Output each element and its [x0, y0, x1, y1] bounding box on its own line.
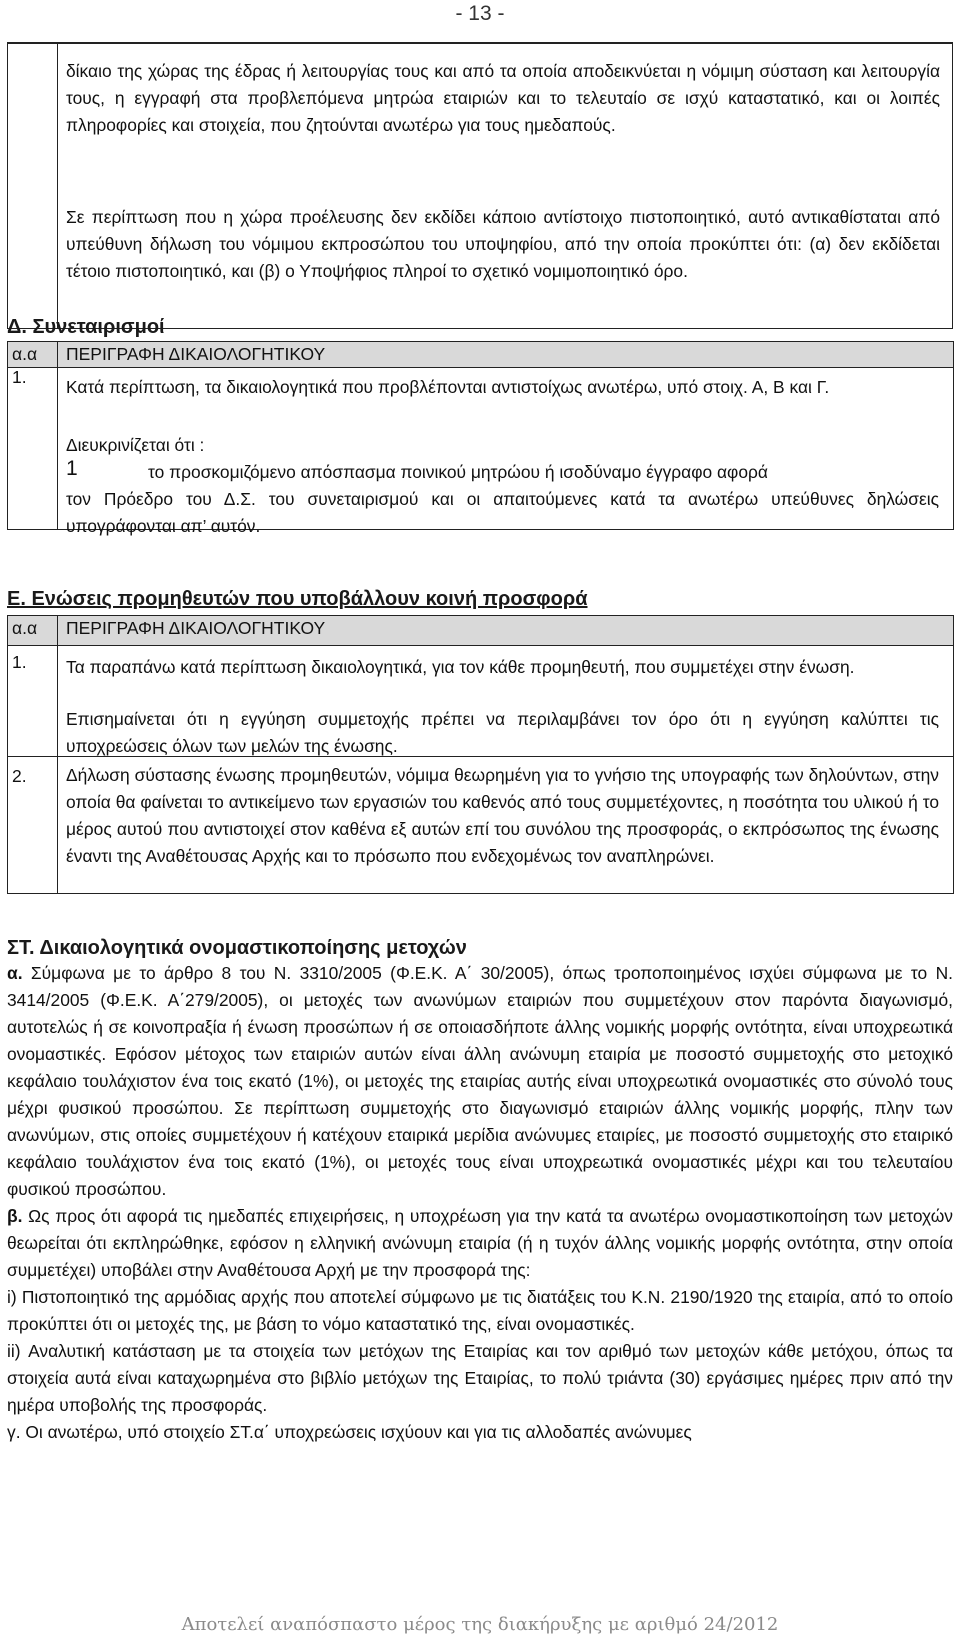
shares-body — [7, 960, 953, 1446]
row-text: Τα παραπάνω κατά περίπτωση δικαιολογητικά, για τον κάθε προμηθευτή, που συμμετέχει στην ένωση. — [66, 657, 855, 677]
text-a: Σύμφωνα με το άρθρο 8 του Ν. 3310/2005 (Φ.Ε.Κ. Α΄ 30/2005), όπως τροποποιημένος ισχύει σύμφωνα με το Ν. 3414/2005 (Φ.Ε.Κ. Α΄279/2005), οι μετοχές των ανωνύμων εταιριών που συμμετέχουν στον παρόντα διαγωνισμό, αυτοτελώς ή σε κοινοπραξία ή ένωση προσώπων ή σε οποιασδήποτε άλλης νομικής μορφής οντότητα, είναι υποχρεωτικά ονομαστικές. Εφόσον μέτοχος των εταιριών αυτών είναι άλλη ανώνυμη εταιρία με ποσοστό συμμετοχής στο μετοχικό κεφάλαιο τουλάχιστον ένα τοις εκατό (1%), οι μετοχές της εταιρίας αυτής είναι υποχρεωτικά ονομαστικές στο σύνολό τους μέχρι φυσικού προσώπου. Σε περίπτωση συμμετοχής στο διαγωνισμό εταιριών άλλης νομικής μορφής, πλην των ανωνύμων, στις οποίες συμμετέχουν ή κατέχουν εταιρικά μερίδια ανώνυμες εταιρίες, με ποσοστό συμμετοχής στο εταιρικό κεφάλαιο τουλάχιστον ένα τοις εκατό (1%), οι μετοχές τους είναι υποχρεωτικά ονομαστικές μέχρι και του τελευταίου φυσικού προσώπου. — [7, 963, 953, 1199]
paragraph-c: γ. Οι ανωτέρω, υπό στοιχείο ΣΤ.α΄ υποχρεώσεις ισχύουν και για τις αλλοδαπές ανώνυμες — [7, 1422, 692, 1442]
continuation-table — [7, 42, 953, 329]
label-b: β. — [7, 1206, 23, 1226]
paragraph-i: i) Πιστοποιητικό της αρμόδιας αρχής που αποτελεί σύμφωνο με τις διατάξεις του Κ.Ν. 2190/1920 της εταιρία, από το οποίο προκύπτει ότι οι μετοχές της, με βάση το νόμο καταστατικό της, είναι ονομαστικές. — [7, 1287, 953, 1334]
table-paragraph: Σε περίπτωση που η χώρα προέλευσης δεν εκδίδει κάποιο αντίστοιχο πιστοποιητικό, αυτό αντικαθίσταται από υπεύθυνη δήλωση του νόμιμου εκπροσώπου του υποψηφίου, από την οποία προκύπτει ότι: (α) δεν εκδίδεται τέτοιο πιστοποιητικό, και (β) ο Υποψήφιος πληροί το σχετικό νομιμοποιητικό όρο. — [66, 207, 940, 281]
header-aa: α.α — [12, 618, 38, 638]
section-heading-shares: ΣΤ. Δικαιολογητικά ονομαστικοποίησης μετοχών — [7, 937, 467, 959]
row-text: Κατά περίπτωση, τα δικαιολογητικά που προβλέπονται αντιστοίχως ανωτέρω, υπό στοιχ. Α, Β και Γ. — [66, 377, 830, 397]
footer: Αποτελεί αναπόσπαστο μέρος της διακήρυξης με αριθμό 24/2012 — [181, 1614, 779, 1635]
table-header-row — [8, 342, 953, 368]
row-number: 2. — [12, 766, 27, 786]
paragraph-a — [7, 960, 953, 1203]
row-number: 1. — [12, 367, 27, 387]
column-divider — [57, 616, 58, 893]
row-text-note: Επισημαίνεται ότι η εγγύηση συμμετοχής πρέπει να περιλαμβάνει τον όρο ότι η εγγύηση καλύπτει τις υποχρεώσεις όλων των μελών της ένωσης. — [66, 709, 939, 756]
item-continuation: τον Πρόεδρο του Δ.Σ. του συνεταιρισμού και οι απαιτούμενες κατά τα ανωτέρω υπεύθυνες δηλώσεις υπογράφονται απ’ αυτόν. — [66, 489, 939, 536]
row-number: 1. — [12, 652, 27, 672]
section-heading-unions: Ε. Ενώσεις προμηθευτών που υποβάλλουν κοινή προσφορά — [7, 588, 588, 610]
page-number: - 13 - — [455, 2, 505, 25]
item-text: το προσκομιζόμενο απόσπασμα ποινικού μητρώου ή ισοδύναμο έγγραφο αφορά — [148, 462, 768, 482]
cooperatives-table — [7, 341, 954, 536]
paragraph-b — [7, 1203, 953, 1284]
clarification-text: Διευκρινίζεται ότι : — [66, 435, 205, 455]
index-column — [8, 44, 58, 328]
header-description: ΠΕΡΙΓΡΑΦΗ ΔΙΚΑΙΟΛΟΓΗΤΙΚΟΥ — [66, 344, 326, 364]
row-text: Δήλωση σύστασης ένωσης προμηθευτών, νόμιμα θεωρημένη για το γνήσιο της υπογραφής των δηλούντων, στην οποία θα φαίνεται το αντικείμενο των εργασιών του καθενός από τους συμμετέχοντες, η ποσότητα του υλικού ή το μέρος αυτού που αντιστοιχεί στον καθένα εξ αυτών επί του συνόλου της προσφοράς, ο εκπρόσωπος της ένωσης έναντι της Αναθέτουσας Αρχής και το πρόσωπο που ενδεχομένως τον αναπληρώνει. — [66, 765, 939, 866]
header-description: ΠΕΡΙΓΡΑΦΗ ΔΙΚΑΙΟΛΟΓΗΤΙΚΟΥ — [66, 618, 326, 638]
text-b: Ως προς ότι αφορά τις ημεδαπές επιχειρήσεις, η υποχρέωση για την κατά τα ανωτέρω ονομαστικοποίηση των μετοχών θεωρείται ότι εκπληρώθηκε, εφόσον η ελληνική ανώνυμη εταιρία (ή η τυχόν άλλης νομικής μορφής οντότητα, στην οποία συμμετέχει) υποβάλει στην Αναθέτουσα Αρχή με την προσφορά της: — [7, 1206, 953, 1280]
column-divider — [57, 342, 58, 529]
unions-table — [7, 615, 954, 894]
paragraph-ii: ii) Αναλυτική κατάσταση με τα στοιχεία των μετόχων της Εταιρίας και τον αριθμό των μετοχών κάθε μετόχου, όπως τα στοιχεία αυτά είναι καταχωρημένα στο βιβλίο μετόχων της Εταιρίας, το πολύ τριάντα (30) εργάσιμες ημέρες πριν από την ημέρα υποβολής της προσφοράς. — [7, 1341, 953, 1415]
item-number: 1 — [66, 457, 78, 480]
header-aa: α.α — [12, 344, 38, 364]
section-heading-cooperatives: Δ. Συνεταιρισμοί — [7, 316, 165, 338]
table-paragraph: δίκαιο της χώρας της έδρας ή λειτουργίας τους και από τα οποία αποδεικνύεται η νόμιμη σύσταση και λειτουργία τους, η εγγραφή στα προβλεπόμενα μητρώα εταιριών και το τελευταίο σε ισχύ καταστατικό, και οι λοιπές πληροφορίες και στοιχεία, που ζητούνται ανωτέρω για τους ημεδαπούς. — [66, 61, 940, 135]
row-divider — [8, 756, 953, 757]
table-header-row — [8, 616, 953, 646]
label-a: α. — [7, 963, 23, 983]
